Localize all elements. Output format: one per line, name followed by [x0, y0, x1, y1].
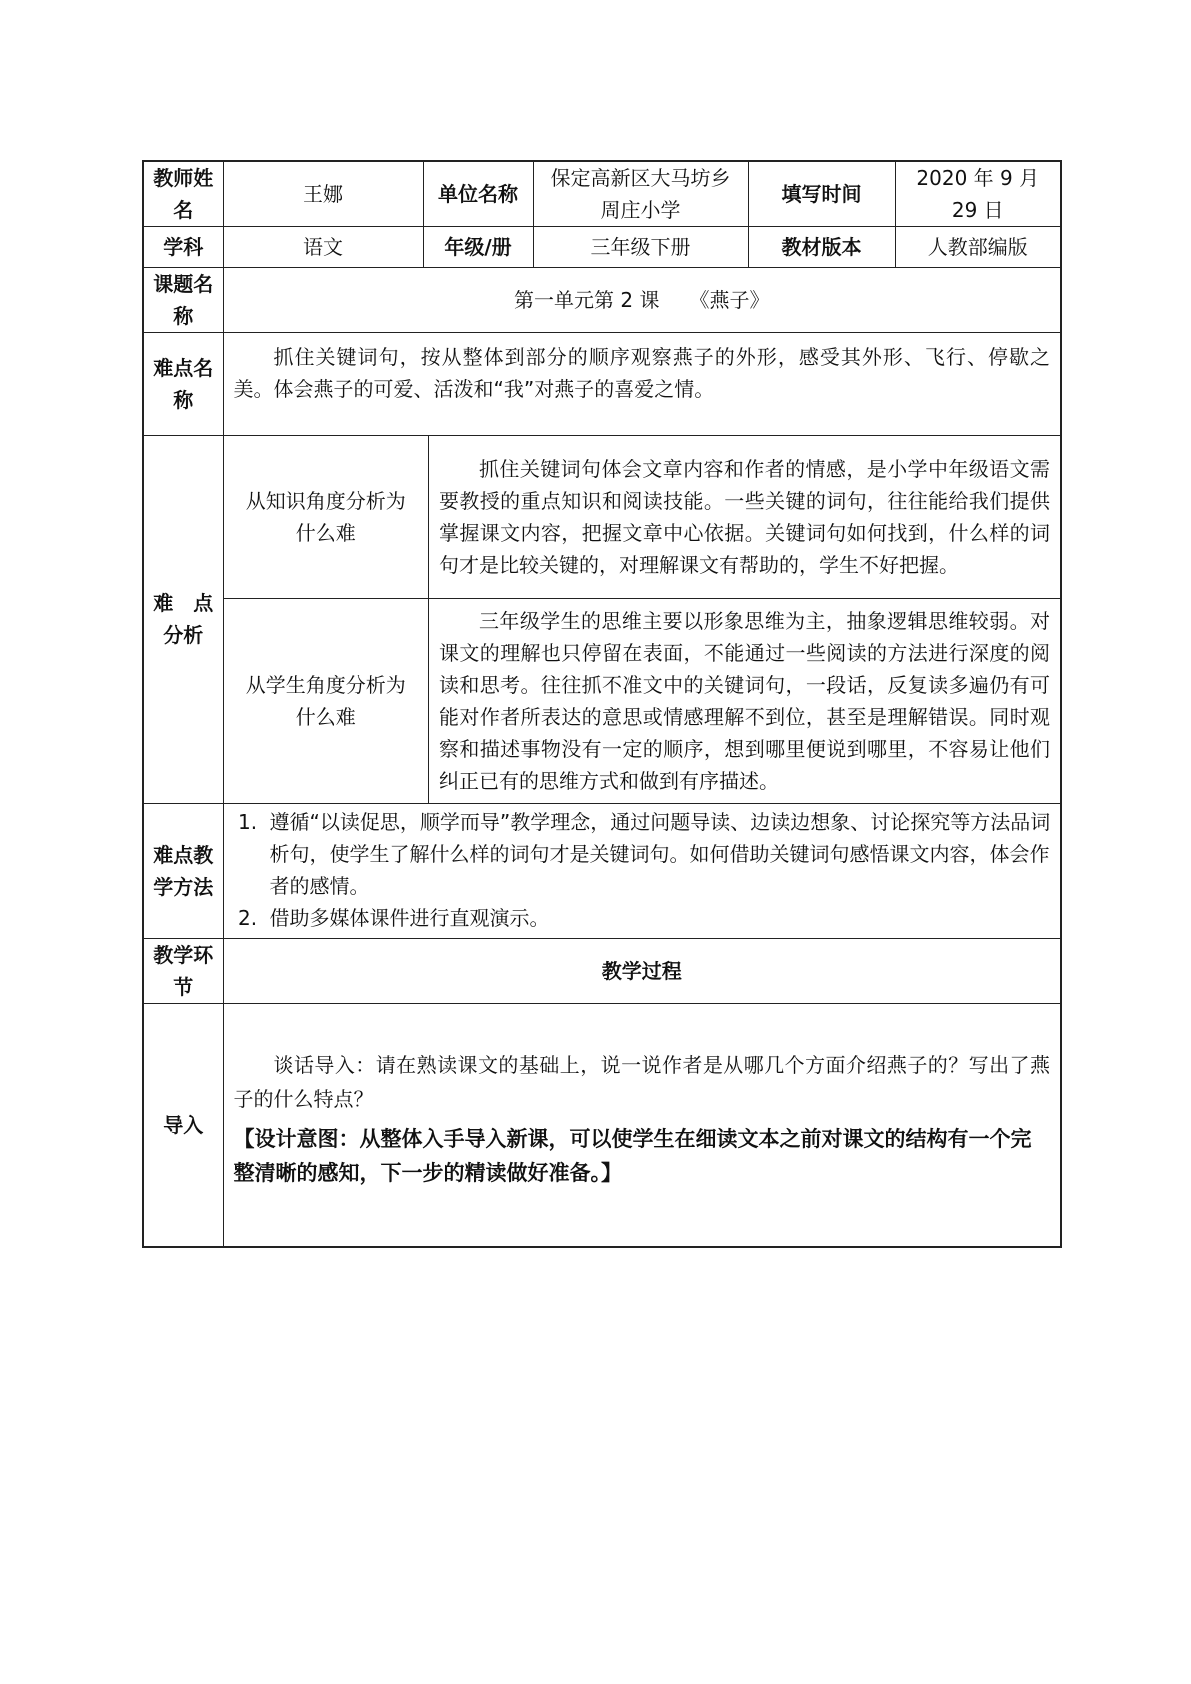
- lesson-plan-table: [142, 160, 1062, 1248]
- student-analysis-label: 从学生角度分析为什么难: [224, 598, 429, 803]
- process-stage-label: 教学环节: [143, 938, 223, 1003]
- lesson-label: 课题名称: [143, 268, 223, 333]
- difficulty-name-row: [143, 333, 1061, 436]
- intro-row: [143, 1003, 1061, 1247]
- knowledge-analysis-text: 抓住关键词句体会文章内容和作者的情感，是小学中年级语文需要教授的重点知识和阅读技能。一些关键的词句，往往能给我们提供掌握课文内容，把握文章中心依据。关键词句如何找到，什么样的词句才是比较关键的，对理解课文有帮助的，学生不好把握。: [429, 436, 1061, 598]
- lesson-row: [143, 268, 1061, 333]
- edition-value: 人教部编版: [895, 227, 1061, 268]
- difficulty-analysis-row: [143, 436, 1061, 804]
- teaching-method-row: [143, 803, 1061, 938]
- teaching-method-cell: [223, 803, 1061, 938]
- difficulty-name-label: 难点名称: [143, 333, 223, 436]
- process-title: 教学过程: [223, 938, 1061, 1003]
- subject-value: 语文: [223, 227, 423, 268]
- edition-label: 教材版本: [748, 227, 895, 268]
- unit-label: 单位名称: [423, 161, 533, 227]
- knowledge-analysis-row: [224, 436, 1061, 598]
- design-intent: 【设计意图：从整体入手导入新课，可以使学生在细读文本之前对课文的结构有一个完整清晰的感知，下一步的精读做好准备。】: [233, 1126, 1032, 1185]
- subject-label: 学科: [143, 227, 223, 268]
- difficulty-name-text: 抓住关键词句，按从整体到部分的顺序观察燕子的外形，感受其外形、飞行、停歇之美。体会燕子的可爱、活泼和“我”对燕子的喜爱之情。: [223, 333, 1061, 436]
- knowledge-analysis-label: 从知识角度分析为什么难: [224, 436, 429, 598]
- method-item-2: 2. 借助多媒体课件进行直观演示。: [264, 902, 1053, 934]
- date-label: 填写时间: [748, 161, 895, 227]
- intro-text: 谈话导入：请在熟读课文的基础上，说一说作者是从哪几个方面介绍燕子的？写出了燕子的什么特点？: [233, 1052, 1050, 1111]
- process-header-row: [143, 938, 1061, 1003]
- unit-name: 保定高新区大马坊乡周庄小学: [533, 161, 748, 227]
- header-row-subject: [143, 227, 1061, 268]
- teaching-method-list: [224, 804, 1061, 938]
- lesson-title: 第一单元第 2 课 《燕子》: [223, 268, 1061, 333]
- student-analysis-text: 三年级学生的思维主要以形象思维为主，抽象逻辑思维较弱。对课文的理解也只停留在表面，不能通过一些阅读的方法进行深度的阅读和思考。往往抓不准文中的关键词句，一段话，反复读多遍仍有可能对作者所表达的意思或情感理解不到位，甚至是理解错误。同时观察和描述事物没有一定的顺序，想到哪里便说到哪里，不容易让他们纠正已有的思维方式和做到有序描述。: [429, 598, 1061, 803]
- method-item-1: 1. 遵循“以读促思，顺学而导”教学理念，通过问题导读、边读边想象、讨论探究等方法品词析句，使学生了解什么样的词句才是关键词句。如何借助关键词句感悟课文内容，体会作者的感情。: [264, 806, 1053, 902]
- lesson-plan-document: [142, 160, 1060, 1248]
- teacher-label: 教师姓名: [143, 161, 223, 227]
- difficulty-analysis-cell: [223, 436, 1061, 804]
- grade-label: 年级/册: [423, 227, 533, 268]
- intro-label: 导入: [143, 1003, 223, 1247]
- date-value: 2020 年 9 月 29 日: [895, 161, 1061, 227]
- analysis-subtable: [224, 436, 1061, 803]
- header-row-teacher: [143, 161, 1061, 227]
- intro-cell: [223, 1003, 1061, 1247]
- teacher-name: 王娜: [223, 161, 423, 227]
- grade-value: 三年级下册: [533, 227, 748, 268]
- student-analysis-row: [224, 598, 1061, 803]
- teaching-method-label: 难点教学方法: [143, 803, 223, 938]
- difficulty-analysis-label: 难 点分析: [143, 436, 223, 804]
